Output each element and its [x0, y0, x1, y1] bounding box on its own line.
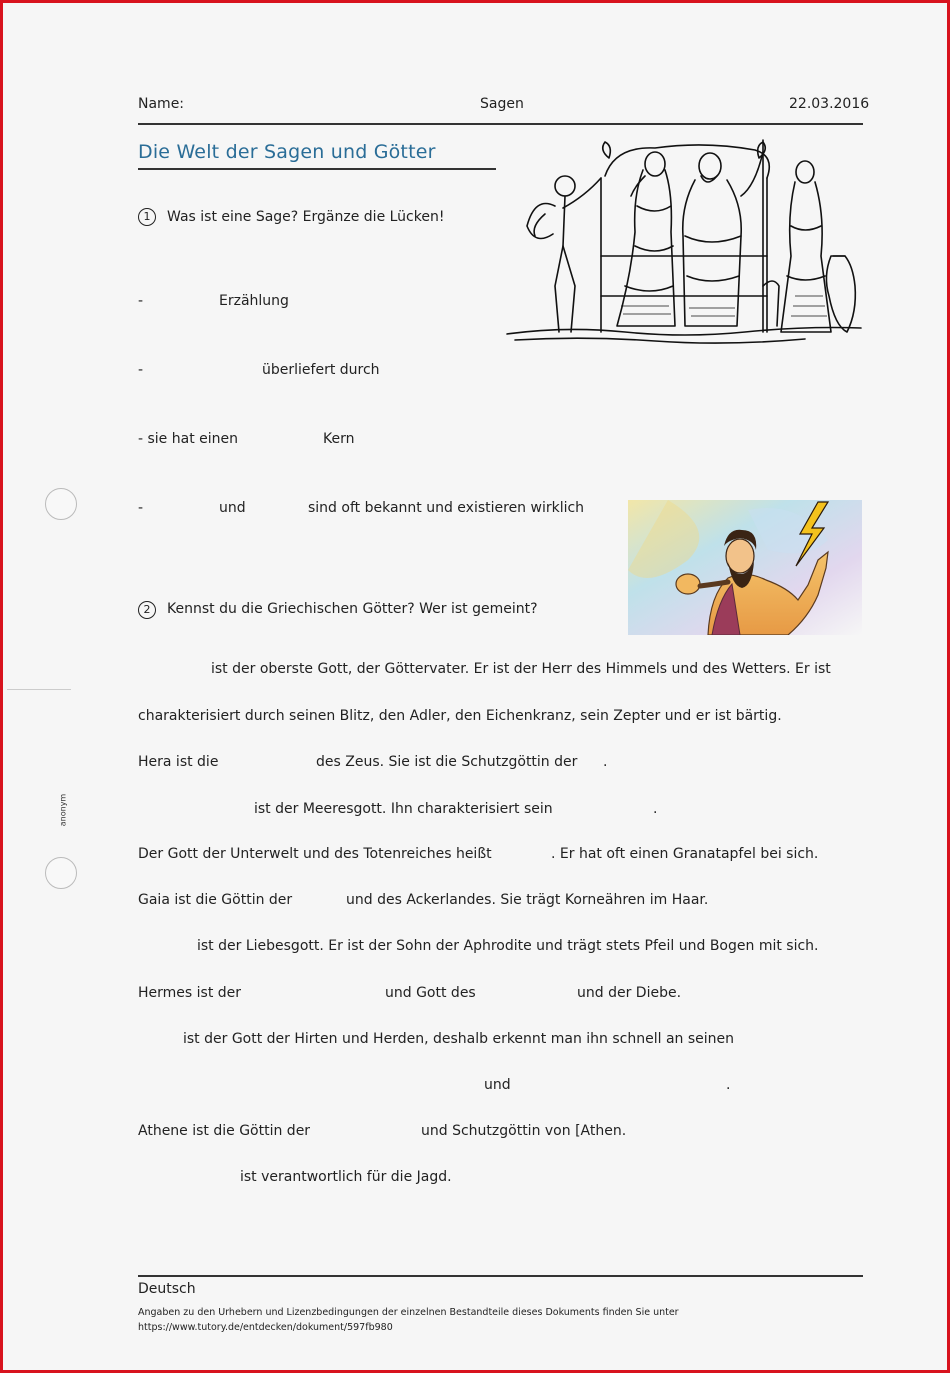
task-2-prompt: Kennst du die Griechischen Götter? Wer ist gemeint? [167, 601, 538, 617]
task-1-line4-dash: - [138, 500, 144, 516]
task-1-number: 1 [138, 208, 156, 226]
footer-divider [138, 1275, 863, 1277]
task-2-line-pan-cont-b: . [726, 1077, 731, 1093]
footer-credits: Angaben zu den Urhebern und Lizenzbedingungen der einzelnen Bestandteile dieses Dokuments finden Sie unter [138, 1307, 679, 1318]
footer-credits-link[interactable]: https://www.tutory.de/entdecken/dokument/597fb980 [138, 1322, 393, 1333]
task-1-line1-dash: - [138, 293, 144, 309]
punch-hole-top [45, 488, 77, 520]
task-1-line4-word-a: und [219, 500, 246, 516]
punch-hole-bottom [45, 857, 77, 889]
gods-throne-illustration [505, 136, 865, 348]
title-underline [138, 168, 496, 170]
task-2-line-hermes-a: Hermes ist der [138, 985, 242, 1001]
footer-subject: Deutsch [138, 1281, 196, 1297]
task-2-line-gaia-b: und des Ackerlandes. Sie trägt Korneähren im Haar. [346, 892, 709, 908]
task-2-line-gaia-a: Gaia ist die Göttin der [138, 892, 293, 908]
task-1-line2-dash: - [138, 362, 144, 378]
task-1-line3-lead: - sie hat einen [138, 431, 239, 447]
fold-mark [7, 689, 71, 690]
task-2-line-hermes-b: und Gott des [385, 985, 476, 1001]
task-1-line2-word: überliefert durch [262, 362, 380, 378]
task-2-line-hermes-c: und der Diebe. [577, 985, 682, 1001]
task-2-number: 2 [138, 601, 156, 619]
task-2-line-eros: ist der Liebesgott. Er ist der Sohn der Aphrodite und trägt stets Pfeil und Bogen mit sich. [197, 938, 819, 954]
task-1-prompt: Was ist eine Sage? Ergänze die Lücken! [167, 209, 445, 225]
task-2-line-hera-b: des Zeus. Sie ist die Schutzgöttin der [316, 754, 578, 770]
zeus-lightning-illustration [628, 500, 862, 635]
task-1-line4-word-b: sind oft bekannt und existieren wirklich [308, 500, 585, 516]
task-2-line-hades-a: Der Gott der Unterwelt und des Totenreiches heißt [138, 846, 492, 862]
task-2-line-athene-a: Athene ist die Göttin der [138, 1123, 311, 1139]
anonym-label: anonym [58, 793, 68, 827]
task-2-line-hera-c: . [603, 754, 608, 770]
task-1-line1-word: Erzählung [219, 293, 289, 309]
task-2-line-athene-b: und Schutzgöttin von [Athen. [421, 1123, 627, 1139]
task-2-line-poseidon-b: . [653, 801, 658, 817]
header-date: 22.03.2016 [789, 96, 870, 112]
name-label: Name: [138, 96, 185, 112]
task-2-line-pan-cont-a: und [484, 1077, 511, 1093]
task-1-line3-word: Kern [323, 431, 355, 447]
task-2-line-hades-b: . Er hat oft einen Granatapfel bei sich. [551, 846, 819, 862]
task-2-line-poseidon-a: ist der Meeresgott. Ihn charakterisiert sein [254, 801, 553, 817]
header-subject: Sagen [480, 96, 524, 112]
task-2-line-hera-a: Hera ist die [138, 754, 219, 770]
task-2-line-zeus-cont: charakterisiert durch seinen Blitz, den Adler, den Eichenkranz, sein Zepter und er ist bärtig. [138, 708, 782, 724]
task-2-line-pan: ist der Gott der Hirten und Herden, deshalb erkennt man ihn schnell an seinen [183, 1031, 734, 1047]
page-title: Die Welt der Sagen und Götter [138, 141, 436, 163]
header-divider [138, 123, 863, 125]
task-2-line-zeus: ist der oberste Gott, der Göttervater. Er ist der Herr des Himmels und des Wetters. Er ist [211, 661, 831, 677]
task-2-line-artemis: ist verantwortlich für die Jagd. [240, 1169, 452, 1185]
